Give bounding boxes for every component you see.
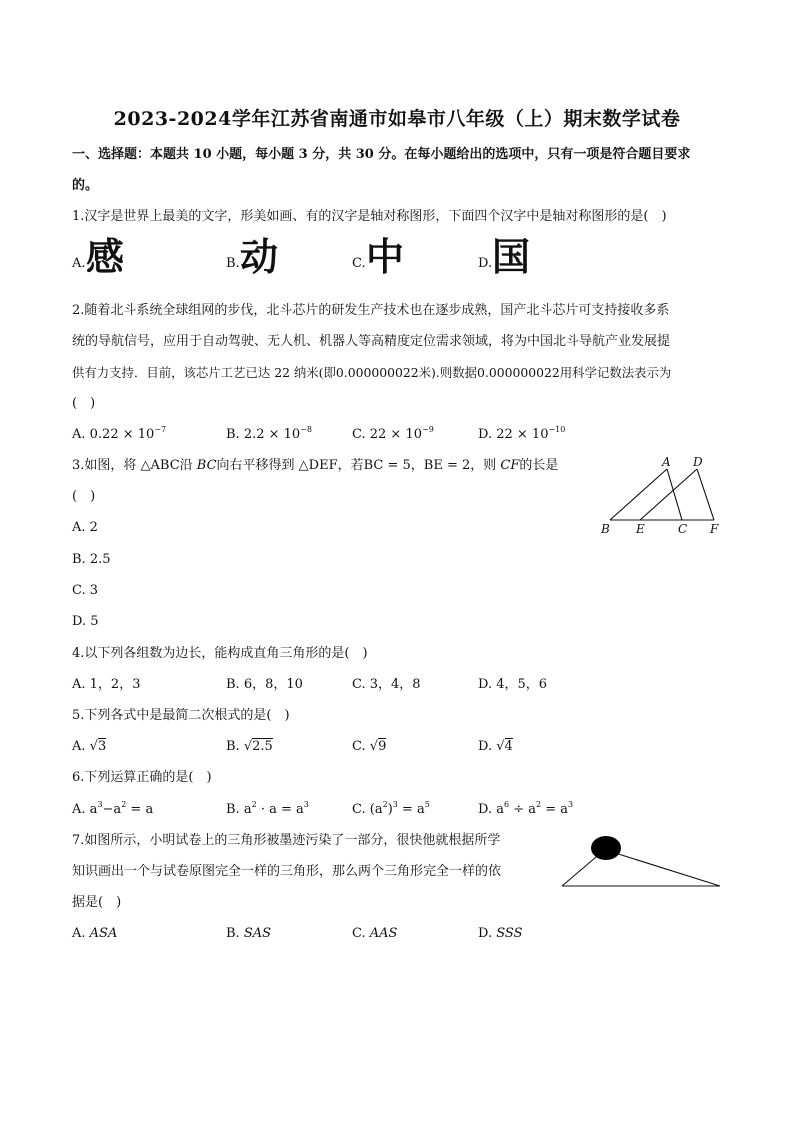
q7-option-c[interactable]: [352, 925, 397, 943]
q4-option-a[interactable]: A. 1，2，3: [72, 677, 141, 692]
q7-option-a[interactable]: [72, 925, 117, 943]
q7-option-b-value: SAS: [243, 926, 272, 941]
q7-stem-line2: 知识画出一个与试卷原图完全一样的三角形，那么两个三角形完全一样的依: [72, 864, 502, 879]
q2-option-d[interactable]: [478, 426, 565, 444]
q5-option-b-label: B.: [226, 739, 240, 754]
sqrt-icon: √: [89, 739, 98, 754]
q6-stem: 6.下列运算正确的是( ): [72, 770, 212, 785]
q4-option-b[interactable]: B. 6，8，10: [226, 677, 303, 692]
sqrt-icon: √: [243, 739, 253, 754]
q6-option-a[interactable]: [72, 801, 153, 819]
q3-option-d[interactable]: D. 5: [72, 614, 99, 629]
q1-option-c[interactable]: [352, 235, 405, 279]
q5-option-a-radicand: 3: [97, 739, 107, 754]
q3-paren: ( ): [72, 489, 96, 504]
q1-option-b-char: 动: [240, 235, 279, 279]
q5-option-c[interactable]: [352, 738, 386, 756]
ink-blot-icon: [591, 836, 621, 860]
q5-option-a[interactable]: [72, 738, 106, 756]
q1-option-b-label: B.: [226, 256, 240, 271]
q2-stem-line1: 2.随着北斗系统全球组网的步伐，北斗芯片的研发生产技术也在逐步成熟，国产北斗芯片可支持接收多系: [72, 303, 670, 318]
q6-option-c-label: C.: [352, 802, 366, 817]
q6-option-b-expr: $a^2 \cdot a = a^3$: [243, 800, 309, 817]
q6-option-b[interactable]: [226, 801, 309, 819]
q6-option-d-expr: $a^6 \div a^2 = a^3$: [496, 800, 574, 817]
q3-stem-part3: 的长是: [519, 458, 559, 473]
q1-option-a-char: 感: [86, 235, 125, 279]
q6-option-d[interactable]: [478, 801, 573, 819]
q7-option-d-value: SSS: [496, 926, 523, 941]
q7-triangle-right-side: [612, 852, 720, 886]
q3-stem-cf: CF: [500, 458, 520, 473]
q5-option-d-label: D.: [478, 739, 493, 754]
q1-option-d[interactable]: [478, 235, 531, 279]
q3-side-de: [640, 469, 697, 520]
q7-stem-line3: 据是( ): [72, 895, 122, 910]
q7-option-d-label: D.: [478, 926, 493, 941]
q6-option-a-label: A.: [72, 802, 86, 817]
q3-stem-part1: 3.如图，将 △ABC沿: [72, 458, 197, 473]
q1-option-c-char: 中: [366, 235, 405, 279]
q3-option-a[interactable]: A. 2: [72, 520, 98, 535]
q3-side-df: [697, 469, 714, 520]
q7-option-c-value: AAS: [369, 926, 398, 941]
q1-option-a[interactable]: [72, 235, 125, 279]
q5-option-b[interactable]: [226, 738, 273, 756]
q1-option-a-label: A.: [72, 256, 86, 271]
q2-stem-line2: 统的导航信号，应用于自动驾驶、无人机、机器人等高精度定位需求领域，将为中国北斗导航产业发展提: [72, 334, 671, 349]
q3-label-f: F: [710, 522, 719, 536]
q5-option-b-radicand: 2.5: [252, 739, 273, 754]
q3-label-b: B: [601, 522, 610, 536]
q7-option-c-label: C.: [352, 926, 366, 941]
q1-option-d-char: 国: [492, 235, 531, 279]
q4-option-d[interactable]: D. 4，5，6: [478, 677, 548, 692]
q2-option-c[interactable]: [352, 426, 434, 444]
q2-option-a-exp: −7: [154, 425, 167, 434]
section-heading-cont: 的。: [72, 178, 99, 193]
q4-stem: 4.以下列各组数为边长，能构成直角三角形的是( ): [72, 646, 368, 661]
page-title: 2023-2024学年江苏省南通市如皋市八年级（上）期末数学试卷: [113, 108, 681, 130]
q2-option-c-text: C. 22 × 10: [352, 427, 422, 442]
q3-label-d: D: [693, 455, 703, 469]
q3-stem-part2: 向右平移得到 △DEF，若BC = 5，BE = 2，则: [216, 458, 501, 473]
section-heading: 一、选择题：本题共 10 小题，每小题 3 分，共 30 分。在每小题给出的选项中，只有一项是符合题目要求: [72, 147, 691, 162]
q3-side-ab: [610, 469, 667, 520]
q1-stem: 1.汉字是世界上最美的文字，形美如画、有的汉字是轴对称图形，下面四个汉字中是轴对称图形的是( ): [72, 209, 667, 224]
q3-label-a: A: [662, 455, 671, 469]
q3-translation-figure: [594, 452, 730, 542]
q5-option-c-radicand: 9: [378, 739, 387, 754]
q2-stem-line4: ( ): [72, 396, 96, 411]
q6-option-d-label: D.: [478, 802, 493, 817]
q2-option-b-exp: −8: [300, 425, 312, 434]
q2-stem-line3: 供有力支持．目前，该芯片工艺已达 22 纳米(即0.000000022米).则数据0.000000022用科学记数法表示为: [72, 365, 672, 380]
q5-option-c-label: C.: [352, 739, 366, 754]
q2-option-b[interactable]: [226, 426, 312, 444]
q7-triangle-left-side: [562, 852, 602, 886]
q2-option-a[interactable]: [72, 426, 166, 444]
q7-option-d[interactable]: [478, 925, 523, 943]
sqrt-icon: √: [369, 739, 379, 754]
q6-option-a-expr: $a^3-a^2 = a$: [89, 800, 154, 817]
q7-option-b-label: B.: [226, 926, 240, 941]
q6-option-c-expr: $(a^2)^3 = a^5$: [369, 800, 430, 817]
q3-stem-bc: BC: [196, 458, 217, 473]
q6-option-b-label: B.: [226, 802, 240, 817]
q3-option-b[interactable]: B. 2.5: [72, 552, 111, 567]
q7-stem-line1: 7.如图所示，小明试卷上的三角形被墨迹污染了一部分，很快他就根据所学: [72, 833, 501, 848]
q7-option-b[interactable]: [226, 925, 271, 943]
q2-option-b-text: B. 2.2 × 10: [226, 427, 301, 442]
q5-stem: 5.下列各式中是最简二次根式的是( ): [72, 708, 290, 723]
q2-option-d-exp: −10: [548, 425, 566, 434]
q5-option-d[interactable]: [478, 738, 513, 756]
q4-option-c[interactable]: C. 3，4，8: [352, 677, 421, 692]
q3-option-c[interactable]: C. 3: [72, 583, 99, 598]
q2-option-a-text: A. 0.22 × 10: [72, 427, 155, 442]
q2-option-c-exp: −9: [422, 425, 434, 434]
q1-option-b[interactable]: [226, 235, 279, 279]
q6-option-c[interactable]: [352, 801, 430, 819]
q2-option-d-text: D. 22 × 10: [478, 427, 549, 442]
q3-label-e: E: [636, 522, 645, 536]
q7-ink-triangle-figure: [556, 828, 728, 894]
q1-option-d-label: D.: [478, 256, 493, 271]
q7-option-a-label: A.: [72, 926, 86, 941]
q3-label-c: C: [678, 522, 688, 536]
q1-option-c-label: C.: [352, 256, 366, 271]
sqrt-icon: √: [496, 739, 505, 754]
q5-option-a-label: A.: [72, 739, 86, 754]
q3-stem: [72, 457, 558, 475]
q5-option-d-radicand: 4: [504, 739, 513, 754]
q7-option-a-value: ASA: [89, 926, 118, 941]
